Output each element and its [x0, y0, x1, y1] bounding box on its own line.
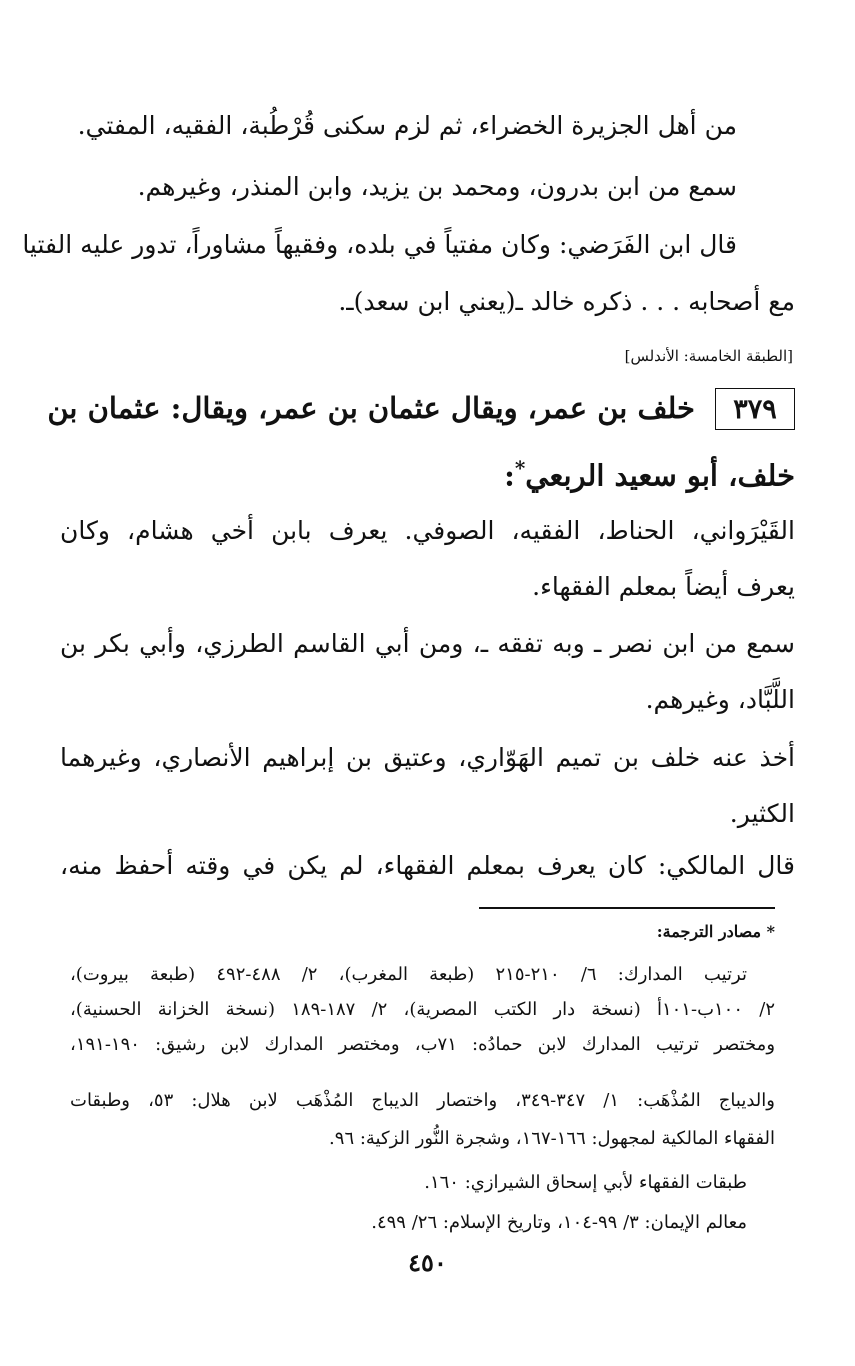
bio-paragraph-line: القَيْرَواني، الحناط، الفقيه، الصوفي. يعرف بابن أخي هشام، وكان [60, 516, 795, 545]
bio-paragraph-line: يعرف أيضاً بمعلم الفقهاء. [532, 572, 795, 601]
entry-number-box: ٣٧٩ [715, 388, 795, 430]
footnote-line: طبقات الفقهاء لأبي إسحاق الشيرازي: ١٦٠. [424, 1172, 747, 1193]
bio-paragraph-line: أخذ عنه خلف بن تميم الهَوّاري، وعتيق بن إبراهيم الأنصاري، وغيرهما [60, 743, 795, 772]
bio-paragraph-line: اللَّبَّاد، وغيرهم. [645, 685, 795, 714]
footnote-line: معالم الإيمان: ٣/ ٩٩-١٠٤، وتاريخ الإسلام: ٢٦/ ٤٩٩. [371, 1212, 747, 1233]
footnote-line: الفقهاء المالكية لمجهول: ١٦٦-١٦٧، وشجرة النُّور الزكية: ٩٦. [329, 1128, 775, 1149]
body-paragraph-line: من أهل الجزيرة الخضراء، ثم لزم سكنى قُرْطُبة، الفقيه، المفتي. [77, 111, 737, 140]
section-tag: [الطبقة الخامسة: الأندلس] [624, 347, 793, 365]
footnote-line: والديباج المُذْهَب: ١/ ٣٤٧-٣٤٩، واختصار الديباج المُذْهَب لابن هلال: ٥٣، وطبقات [70, 1090, 775, 1111]
body-paragraph-line: قال ابن الفَرَضي: وكان مفتياً في بلده، وفقيهاً مشاوراً، تدور عليه الفتيا [22, 230, 737, 259]
entry-title-line: خلف بن عمر، ويقال عثمان بن عمر، ويقال: عثمان بن [47, 391, 695, 425]
entry-title-colon: : [504, 458, 515, 493]
footnote-line: ومختصر ترتيب المدارك لابن حمادُه: ٧١ب، ومختصر المدارك لابن رشيق: ١٩٠-١٩١، [70, 1034, 776, 1055]
body-paragraph-line: سمع من ابن بدرون، ومحمد بن يزيد، وابن المنذر، وغيرهم. [137, 172, 737, 201]
bio-paragraph-line: الكثير. [729, 799, 795, 828]
footnote-marker: * [514, 456, 526, 480]
entry-title-line [60, 446, 795, 498]
body-paragraph-line: مع أصحابه . . . ذكره خالد ـ(يعني ابن سعد)ـ. [338, 287, 795, 316]
bio-paragraph-line: سمع من ابن نصر ـ وبه تفقه ـ، ومن أبي القاسم الطرزي، وأبي بكر بن [60, 629, 795, 658]
bio-paragraph-line: قال المالكي: كان يعرف بمعلم الفقهاء، لم يكن في وقته أحفظ منه، [60, 851, 795, 880]
footnote-divider [479, 907, 775, 909]
footnote-title: * مصادر الترجمة: [656, 922, 775, 941]
entry-title-text: خلف، أبو سعيد الربعي [525, 458, 795, 493]
page-number: ٤٥٠ [408, 1248, 447, 1277]
footnote-line: ٢/ ١٠٠ب-١٠١أ (نسخة دار الكتب المصرية)، ٢/ ١٨٧-١٨٩ (نسخة الخزانة الحسنية)، [70, 999, 775, 1020]
footnote-line: ترتيب المدارك: ٦/ ٢١٠-٢١٥ (طبعة المغرب)، ٢/ ٤٨٨-٤٩٢ (طبعة بيروت)، [70, 964, 747, 985]
